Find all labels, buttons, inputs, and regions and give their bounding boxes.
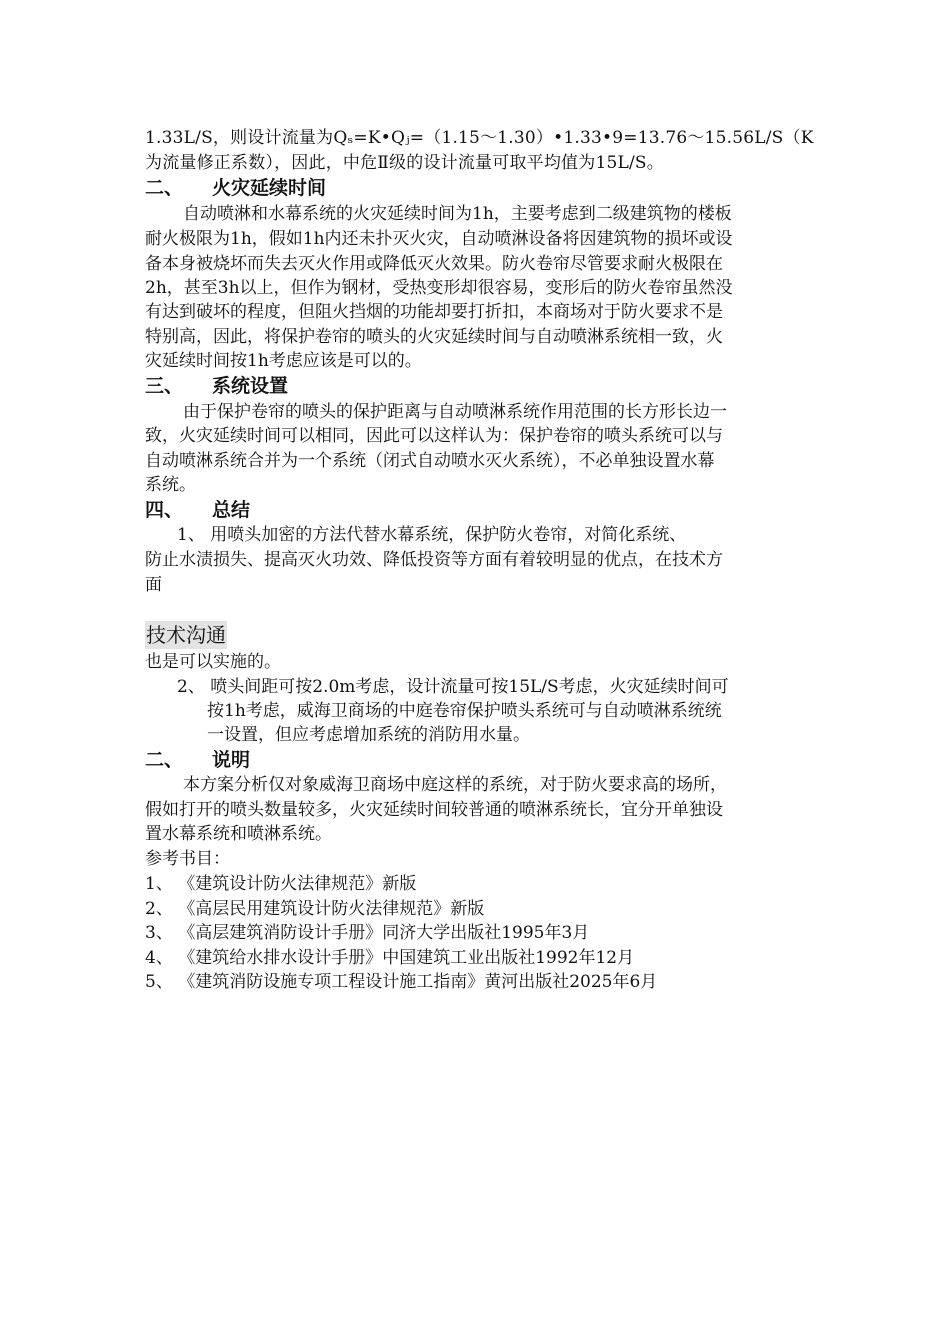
section-title: 说明 bbox=[212, 749, 251, 771]
continuation-line: 也是可以实施的。 bbox=[145, 652, 281, 672]
paragraph-line: 备本身被烧坏而失去灭火作用或降低灭火效果。防火卷帘尽管要求耐火极限在 bbox=[145, 254, 723, 274]
reference-item: 1、 《建筑设计防火法律规范》新版 bbox=[145, 874, 417, 894]
section-number: 二、 bbox=[145, 749, 184, 771]
intro-line-1: 1.33L/S，则设计流量为Qₛ=K•Qⱼ=（1.15～1.30）•1.33•9=13.76～15.56L/S（K bbox=[145, 128, 814, 148]
intro-line-2: 为流量修正系数），因此，中危Ⅱ级的设计流量可取平均值为15L/S。 bbox=[145, 153, 664, 173]
paragraph-line: 系统。 bbox=[145, 475, 196, 495]
list-item-line: 按1h考虑，威海卫商场的中庭卷帘保护喷头系统可与自动喷淋系统统 bbox=[207, 701, 722, 721]
paragraph-line: 灾延续时间按1h考虑应该是可以的。 bbox=[145, 351, 422, 371]
paragraph-line: 本方案分析仅对象威海卫商场中庭这样的系统，对于防火要求高的场所， bbox=[183, 775, 727, 795]
paragraph-line: 耐火极限为1h，假如1h内还未扑灭火灾，自动喷淋设备将因建筑物的损坏或设 bbox=[145, 229, 733, 249]
section-heading-summary bbox=[145, 497, 250, 523]
reference-item: 5、 《建筑消防设施专项工程设计施工指南》黄河出版社2025年6月 bbox=[145, 972, 658, 992]
section-title: 总结 bbox=[212, 499, 251, 521]
paragraph-line: 致，火灾延续时间可以相同，因此可以这样认为：保护卷帘的喷头系统可以与 bbox=[145, 426, 723, 446]
list-item: 2、 喷头间距可按2.0m考虑，设计流量可按15L/S考虑，火灾延续时间可 bbox=[177, 677, 729, 697]
section-number: 四、 bbox=[145, 499, 184, 521]
reference-item: 3、 《高层建筑消防设计手册》同济大学出版社1995年3月 bbox=[145, 923, 590, 943]
section-heading-notes bbox=[145, 747, 250, 773]
paragraph-line: 假如打开的喷头数量较多，火灾延续时间较普通的喷淋系统长，宜分开单独设 bbox=[145, 800, 723, 820]
paragraph-line: 有达到破坏的程度，但阻火挡烟的功能却要打折扣，本商场对于防火要求不是 bbox=[145, 302, 723, 322]
reference-item: 2、 《高层民用建筑设计防火法律规范》新版 bbox=[145, 899, 485, 919]
section-number: 三、 bbox=[145, 375, 184, 397]
section-title: 系统设置 bbox=[212, 375, 289, 397]
list-item-line: 一设置，但应考虑增加系统的消防用水量。 bbox=[207, 725, 530, 745]
paragraph-line: 置水幕系统和喷淋系统。 bbox=[145, 824, 332, 844]
section-heading-fire-duration bbox=[145, 175, 326, 201]
section-number: 二、 bbox=[145, 177, 184, 199]
section-title: 火灾延续时间 bbox=[212, 177, 327, 199]
paragraph-line: 防止水渍损失、提高灭火功效、降低投资等方面有着较明显的优点，在技术方 bbox=[145, 550, 723, 570]
references-title: 参考书目： bbox=[145, 849, 230, 869]
paragraph-line: 面 bbox=[145, 575, 162, 595]
paragraph-line: 2h，甚至3h以上，但作为钢材，受热变形却很容易，变形后的防火卷帘虽然没 bbox=[145, 278, 733, 298]
paragraph-line: 自动喷淋系统合并为一个系统（闭式自动喷水灭火系统），不必单独设置水幕 bbox=[145, 451, 715, 471]
paragraph-line: 自动喷淋和水幕系统的火灾延续时间为1h，主要考虑到二级建筑物的楼板 bbox=[183, 204, 732, 224]
reference-item: 4、 《建筑给水排水设计手册》中国建筑工业出版社1992年12月 bbox=[145, 948, 635, 968]
paragraph-line: 由于保护卷帘的喷头的保护距离与自动喷淋系统作用范围的长方形长边一 bbox=[183, 402, 727, 422]
paragraph-line: 1、 用喷头加密的方法代替水幕系统，保护防火卷帘，对简化系统、 bbox=[177, 525, 687, 545]
paragraph-line: 特别高，因此，将保护卷帘的喷头的火灾延续时间与自动喷淋系统相一致，火 bbox=[145, 327, 723, 347]
highlight-tag: 技术沟通 bbox=[146, 623, 226, 647]
section-heading-system-setup bbox=[145, 373, 288, 399]
